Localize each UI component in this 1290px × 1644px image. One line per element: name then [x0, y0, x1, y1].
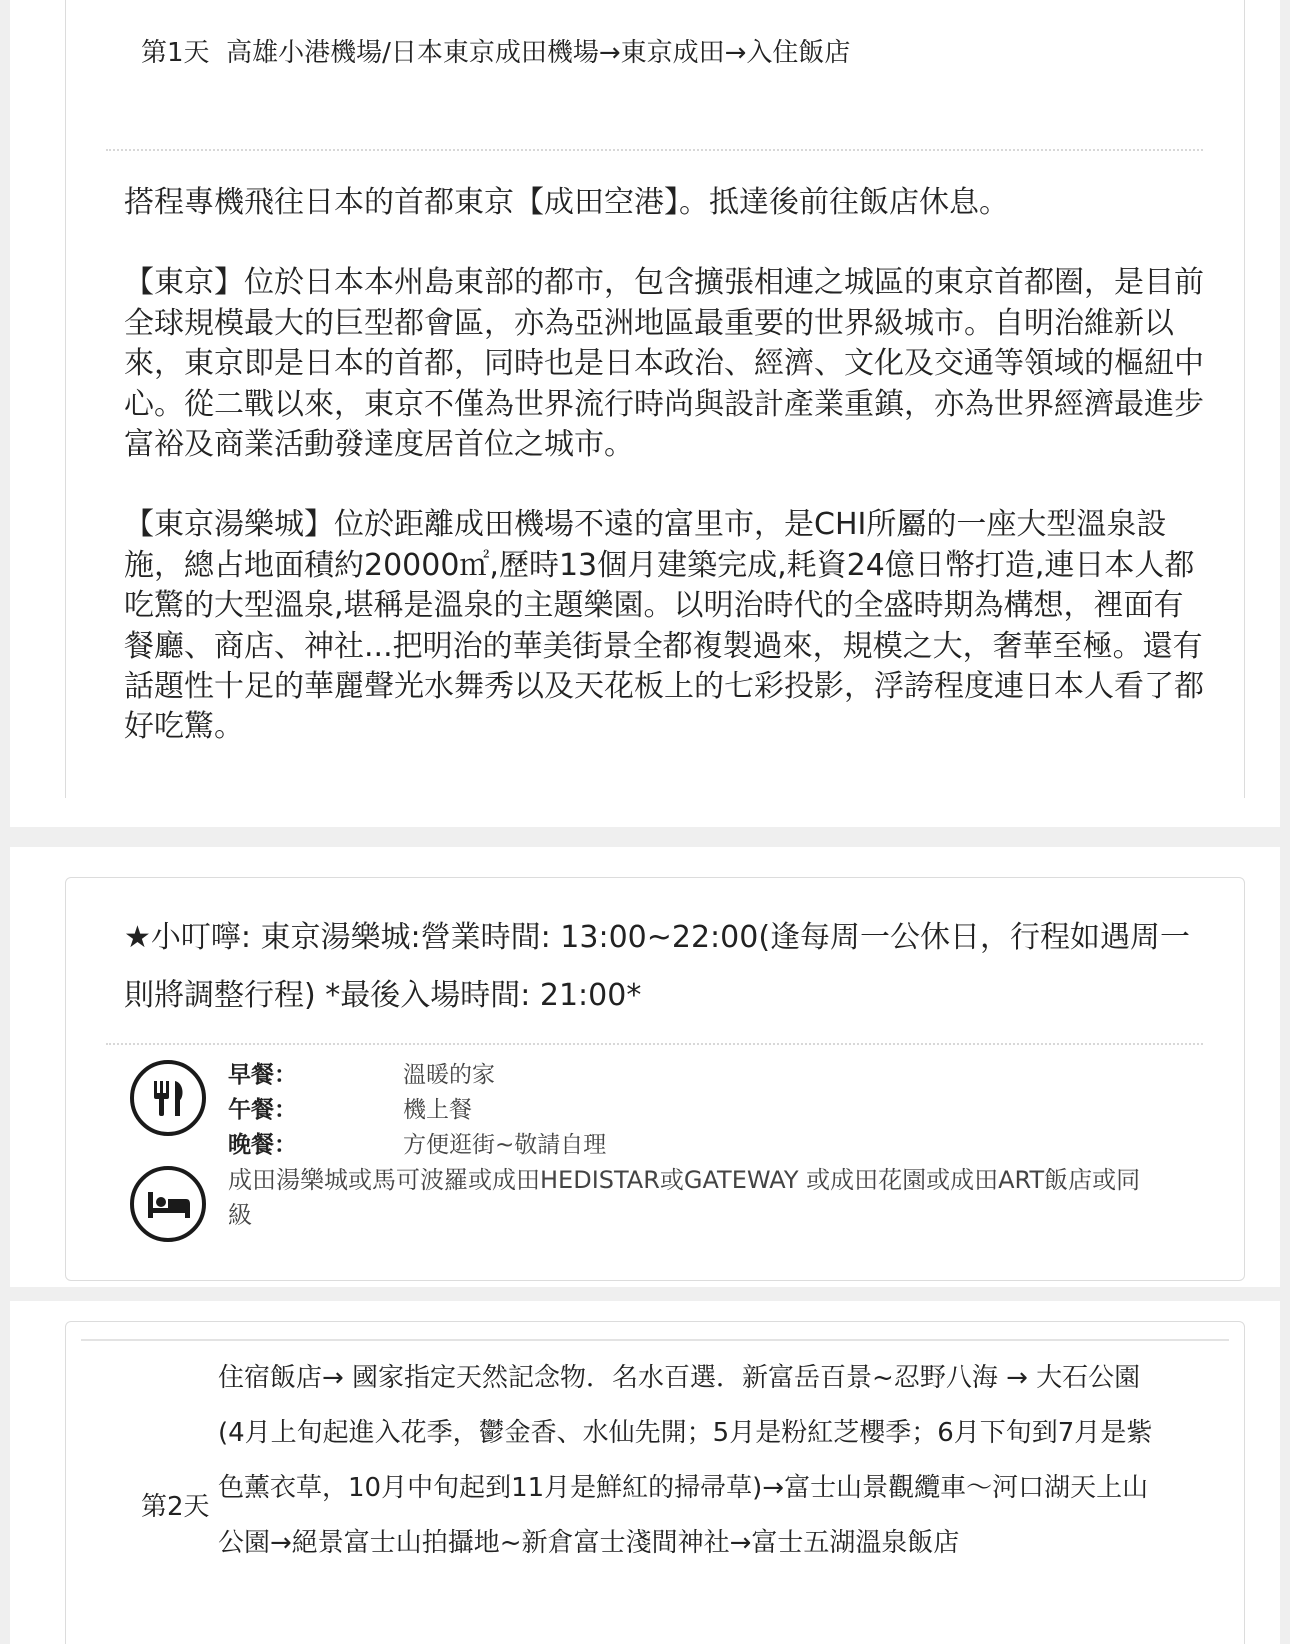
- day1-heading: [141, 32, 850, 69]
- day1-label: 第1天: [141, 38, 210, 68]
- day2-label: 第2天: [141, 1492, 210, 1522]
- hotel-info: 成田湯樂城或馬可波羅或成田HEDISTAR或GATEWAY 或成田花園或成田ART飯店或同級: [228, 1166, 1141, 1229]
- day1-description: [124, 183, 1204, 748]
- breakfast-row: [228, 1058, 606, 1093]
- fork-knife-icon: [130, 1060, 206, 1136]
- breakfast-value: 溫暖的家: [403, 1062, 495, 1088]
- reminder-note: ★小叮嚀: 東京湯樂城:營業時間: 13:00~22:00(逢每周一公休日，行程如遇周一則將調整行程) *最後入場時間: 21:00*: [124, 920, 1191, 1013]
- day1-info-panel: [10, 847, 1280, 1287]
- intro-paragraph: 搭程專機飛往日本的首都東京【成田空港】。抵達後前往飯店休息。: [124, 185, 1009, 220]
- dinner-label: 晚餐：: [228, 1132, 297, 1158]
- day2-panel: [10, 1301, 1280, 1644]
- tokyo-paragraph: 【東京】位於日本本州島東部的都市，包含擴張相連之城區的東京首都圈，是目前全球規模最大的巨型都會區，亦為亞洲地區最重要的世界級城市。自明治維新以來，東京即是日本的首都，同時也是日本政治、經濟、文化及交通等領域的樞紐中心。從二戰以來，東京不僅為世界流行時尚與設計產業重鎮，亦為世界經濟最進步富裕及商業活動發達度居首位之城市。: [124, 265, 1204, 463]
- divider: [106, 149, 1203, 151]
- divider: [81, 1339, 1229, 1341]
- lunch-label: 午餐：: [228, 1097, 297, 1123]
- dinner-value: 方便逛街~敬請自理: [403, 1132, 607, 1158]
- bed-icon: [130, 1166, 206, 1242]
- meals-list: [228, 1058, 606, 1163]
- breakfast-label: 早餐：: [228, 1062, 297, 1088]
- dinner-row: [228, 1128, 606, 1163]
- lunch-value: 機上餐: [403, 1097, 472, 1123]
- day1-card: [65, 0, 1245, 798]
- day1-info-card: [65, 877, 1245, 1281]
- lunch-row: [228, 1093, 606, 1128]
- day2-title: 住宿飯店→ 國家指定天然記念物．名水百選．新富岳百景~忍野八海 → 大石公園(4月上旬起進入花季，鬱金香、水仙先開；5月是粉紅芝櫻季；6月下旬到7月是紫色薰衣草，10月中旬起到11月是鮮紅的掃帚草)→富士山景觀纜車～河口湖天上山公園→絕景富士山拍攝地~新倉富士淺間神社→富士五湖溫泉飯店: [218, 1363, 1153, 1558]
- day2-card: [65, 1321, 1245, 1644]
- day1-title: 高雄小港機場/日本東京成田機場→東京成田→入住飯店: [226, 38, 851, 68]
- divider: [106, 1043, 1203, 1045]
- day1-panel: [10, 0, 1280, 827]
- yurakujo-paragraph: 【東京湯樂城】位於距離成田機場不遠的富里市，是CHI所屬的一座大型溫泉設施，總占地面積約20000㎡,歷時13個月建築完成,耗資24億日幣打造,連日本人都吃驚的大型溫泉,堪稱是溫泉的主題樂園。以明治時代的全盛時期為構想，裡面有餐廳、商店、神社...把明治的華美街景全都複製過來，規模之大，奢華至極。還有話題性十足的華麗聲光水舞秀以及天花板上的七彩投影，浮誇程度連日本人看了都好吃驚。: [124, 507, 1204, 745]
